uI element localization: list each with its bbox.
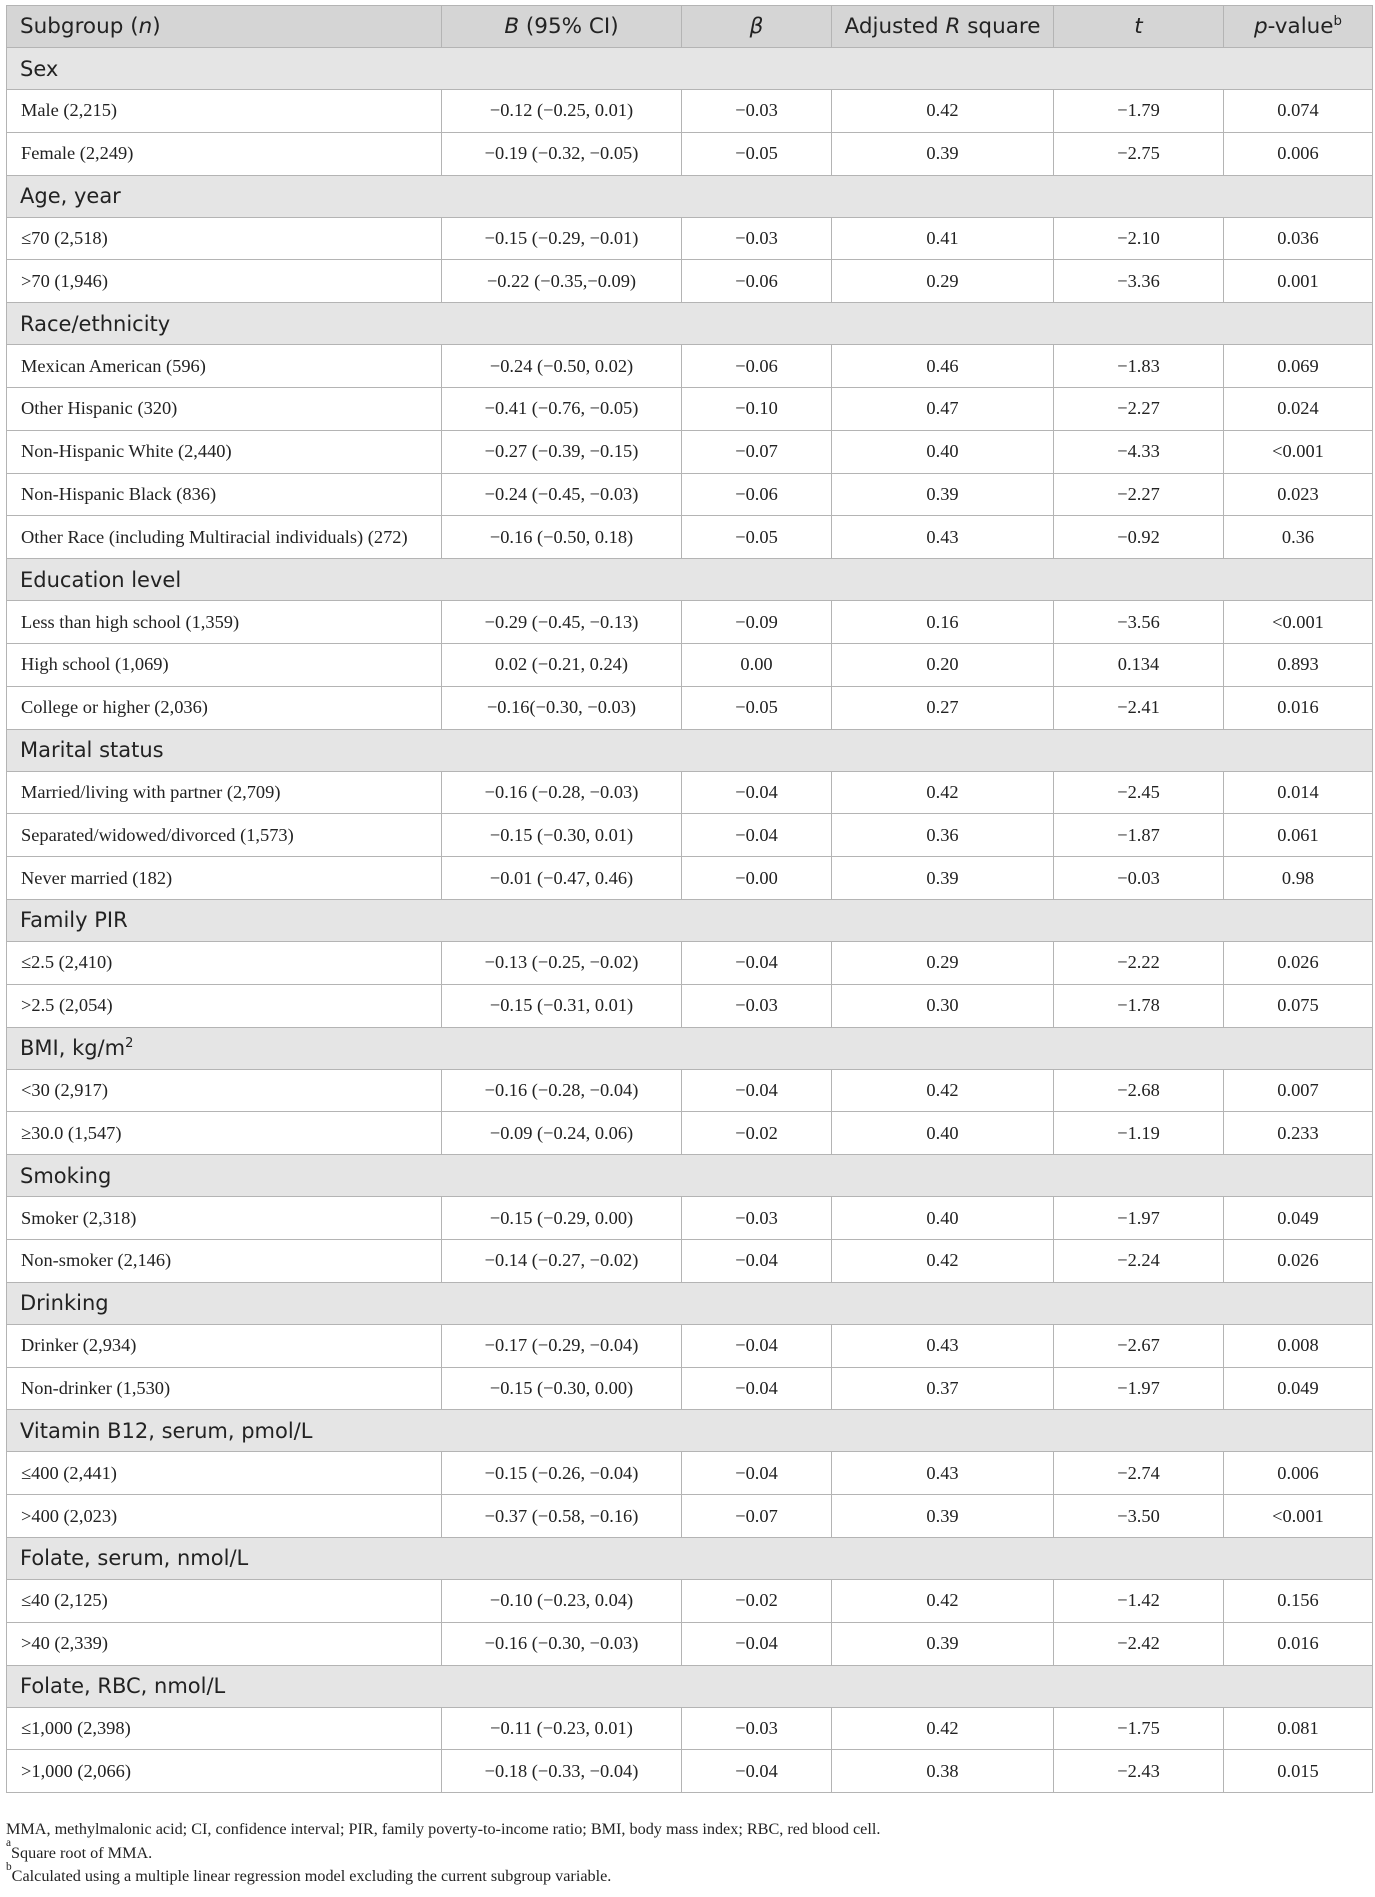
group-title-text: Marital status xyxy=(20,738,164,763)
subgroup-label: Drinker (2,934) xyxy=(7,1324,442,1367)
p-value: 0.014 xyxy=(1224,771,1373,814)
group-header-row xyxy=(7,1665,1373,1707)
beta-value: −0.07 xyxy=(682,1495,832,1538)
group-title xyxy=(7,729,1373,771)
subgroup-label: Male (2,215) xyxy=(7,90,442,133)
subgroup-label: ≤2.5 (2,410) xyxy=(7,941,442,984)
b-ci-value: −0.15 (−0.26, −0.04) xyxy=(442,1452,682,1495)
subgroup-label: Non-smoker (2,146) xyxy=(7,1239,442,1282)
subgroup-label: Non-drinker (1,530) xyxy=(7,1367,442,1410)
adj-r-square-value: 0.42 xyxy=(832,1579,1054,1622)
table-row xyxy=(7,1579,1373,1622)
beta-value: −0.02 xyxy=(682,1579,832,1622)
adj-r-square-value: 0.39 xyxy=(832,1622,1054,1665)
results-table-container xyxy=(6,5,1372,1793)
table-row xyxy=(7,260,1373,303)
p-value: 0.016 xyxy=(1224,686,1373,729)
group-title-text: Folate, serum, nmol/L xyxy=(20,1546,249,1571)
subgroup-label: Married/living with partner (2,709) xyxy=(7,771,442,814)
b-ci-value: −0.41 (−0.76, −0.05) xyxy=(442,387,682,430)
group-title xyxy=(7,48,1373,90)
table-row xyxy=(7,601,1373,644)
p-value: <0.001 xyxy=(1224,1495,1373,1538)
table-row xyxy=(7,1069,1373,1112)
group-header-row xyxy=(7,1537,1373,1579)
adj-r-square-value: 0.27 xyxy=(832,686,1054,729)
t-value: −1.19 xyxy=(1054,1112,1224,1155)
b-ci-value: −0.10 (−0.23, 0.04) xyxy=(442,1579,682,1622)
group-title xyxy=(7,1282,1373,1324)
header-t xyxy=(1054,6,1224,48)
table-body xyxy=(7,48,1373,1793)
b-ci-value: −0.24 (−0.50, 0.02) xyxy=(442,345,682,388)
b-ci-value: −0.27 (−0.39, −0.15) xyxy=(442,430,682,473)
t-value: −3.50 xyxy=(1054,1495,1224,1538)
header-subgroup-prefix: Subgroup ( xyxy=(20,14,139,39)
beta-value: −0.06 xyxy=(682,260,832,303)
t-value: −2.27 xyxy=(1054,473,1224,516)
b-ci-value: −0.16 (−0.50, 0.18) xyxy=(442,516,682,559)
group-title-text: Smoking xyxy=(20,1163,112,1188)
beta-value: −0.05 xyxy=(682,686,832,729)
subgroup-label: ≤40 (2,125) xyxy=(7,1579,442,1622)
t-value: −1.78 xyxy=(1054,984,1224,1027)
beta-value: −0.04 xyxy=(682,1367,832,1410)
adj-r-square-value: 0.29 xyxy=(832,260,1054,303)
b-ci-value: −0.14 (−0.27, −0.02) xyxy=(442,1239,682,1282)
group-title-text: Race/ethnicity xyxy=(20,311,171,336)
table-footnotes xyxy=(6,1818,1372,1889)
p-value: 0.007 xyxy=(1224,1069,1373,1112)
header-adj-prefix: Adjusted xyxy=(844,14,946,39)
table-row xyxy=(7,1367,1373,1410)
p-value: 0.008 xyxy=(1224,1324,1373,1367)
t-value: −2.27 xyxy=(1054,387,1224,430)
subgroup-regression-table xyxy=(6,5,1373,1793)
beta-value: −0.03 xyxy=(682,217,832,260)
footnote-b-text: Calculated using a multiple linear regression model excluding the current subgroup variable. xyxy=(11,1867,612,1885)
adj-r-square-value: 0.43 xyxy=(832,1452,1054,1495)
t-value: −3.36 xyxy=(1054,260,1224,303)
t-value: −0.03 xyxy=(1054,857,1224,900)
adj-r-square-value: 0.40 xyxy=(832,1112,1054,1155)
header-p-text: -value xyxy=(1267,14,1334,39)
b-ci-value: −0.16(−0.30, −0.03) xyxy=(442,686,682,729)
t-value: −2.74 xyxy=(1054,1452,1224,1495)
header-adj-suffix: square xyxy=(960,14,1041,39)
p-value: 0.016 xyxy=(1224,1622,1373,1665)
group-title xyxy=(7,1155,1373,1197)
subgroup-label: Non-Hispanic White (2,440) xyxy=(7,430,442,473)
b-ci-value: −0.15 (−0.31, 0.01) xyxy=(442,984,682,1027)
p-value: 0.049 xyxy=(1224,1197,1373,1240)
group-title xyxy=(7,175,1373,217)
b-ci-value: −0.16 (−0.30, −0.03) xyxy=(442,1622,682,1665)
table-row xyxy=(7,1324,1373,1367)
p-value: 0.024 xyxy=(1224,387,1373,430)
table-row xyxy=(7,686,1373,729)
p-value: 0.006 xyxy=(1224,1452,1373,1495)
subgroup-label: ≥30.0 (1,547) xyxy=(7,1112,442,1155)
group-header-row xyxy=(7,303,1373,345)
adj-r-square-value: 0.29 xyxy=(832,941,1054,984)
table-row xyxy=(7,1112,1373,1155)
group-title xyxy=(7,559,1373,601)
t-value: −1.42 xyxy=(1054,1579,1224,1622)
table-row xyxy=(7,814,1373,857)
adj-r-square-value: 0.40 xyxy=(832,1197,1054,1240)
t-value: −2.67 xyxy=(1054,1324,1224,1367)
table-row xyxy=(7,1707,1373,1750)
beta-value: −0.04 xyxy=(682,941,832,984)
group-title xyxy=(7,1410,1373,1452)
t-value: −2.42 xyxy=(1054,1622,1224,1665)
table-row xyxy=(7,430,1373,473)
b-ci-value: −0.19 (−0.32, −0.05) xyxy=(442,132,682,175)
b-ci-value: −0.29 (−0.45, −0.13) xyxy=(442,601,682,644)
b-ci-value: −0.24 (−0.45, −0.03) xyxy=(442,473,682,516)
group-header-row xyxy=(7,1027,1373,1069)
group-title xyxy=(7,1665,1373,1707)
footnote-abbreviations: MMA, methylmalonic acid; CI, confidence interval; PIR, family poverty-to-income ratio; BMI, body mass index; RBC, red blood cell. xyxy=(6,1820,881,1838)
t-value: −1.83 xyxy=(1054,345,1224,388)
subgroup-label: Female (2,249) xyxy=(7,132,442,175)
group-header-row xyxy=(7,1282,1373,1324)
table-row xyxy=(7,984,1373,1027)
adj-r-square-value: 0.39 xyxy=(832,857,1054,900)
table-row xyxy=(7,941,1373,984)
t-value: −4.33 xyxy=(1054,430,1224,473)
adj-r-square-value: 0.20 xyxy=(832,643,1054,686)
table-row xyxy=(7,473,1373,516)
adj-r-square-value: 0.16 xyxy=(832,601,1054,644)
header-beta-symbol: β xyxy=(749,14,764,39)
p-value: 0.006 xyxy=(1224,132,1373,175)
subgroup-label: Mexican American (596) xyxy=(7,345,442,388)
p-value: 0.001 xyxy=(1224,260,1373,303)
beta-value: −0.06 xyxy=(682,473,832,516)
adj-r-square-value: 0.30 xyxy=(832,984,1054,1027)
group-title-text: Family PIR xyxy=(20,908,128,933)
b-ci-value: −0.15 (−0.30, 0.00) xyxy=(442,1367,682,1410)
adj-r-square-value: 0.42 xyxy=(832,1707,1054,1750)
beta-value: 0.00 xyxy=(682,643,832,686)
p-value: 0.015 xyxy=(1224,1750,1373,1793)
table-row xyxy=(7,1239,1373,1282)
b-ci-value: −0.13 (−0.25, −0.02) xyxy=(442,941,682,984)
subgroup-label: <30 (2,917) xyxy=(7,1069,442,1112)
p-value: 0.36 xyxy=(1224,516,1373,559)
p-value: 0.075 xyxy=(1224,984,1373,1027)
group-header-row xyxy=(7,899,1373,941)
header-beta xyxy=(682,6,832,48)
p-value: 0.061 xyxy=(1224,814,1373,857)
t-value: −1.75 xyxy=(1054,1707,1224,1750)
adj-r-square-value: 0.38 xyxy=(832,1750,1054,1793)
group-title-text: BMI, kg/m xyxy=(20,1036,126,1061)
beta-value: −0.07 xyxy=(682,430,832,473)
header-p-letter: p xyxy=(1253,14,1268,39)
t-value: −2.41 xyxy=(1054,686,1224,729)
subgroup-label: Non-Hispanic Black (836) xyxy=(7,473,442,516)
subgroup-label: Other Hispanic (320) xyxy=(7,387,442,430)
header-b-ci-text: (95% CI) xyxy=(519,14,619,39)
table-row xyxy=(7,387,1373,430)
group-header-row xyxy=(7,48,1373,90)
table-row xyxy=(7,857,1373,900)
beta-value: −0.06 xyxy=(682,345,832,388)
header-adjusted-r-square xyxy=(832,6,1054,48)
table-header xyxy=(7,6,1373,48)
group-header-row xyxy=(7,729,1373,771)
p-value: 0.036 xyxy=(1224,217,1373,260)
p-value: <0.001 xyxy=(1224,430,1373,473)
t-value: −2.68 xyxy=(1054,1069,1224,1112)
group-title xyxy=(7,1027,1373,1069)
subgroup-label: College or higher (2,036) xyxy=(7,686,442,729)
group-header-row xyxy=(7,1155,1373,1197)
beta-value: −0.04 xyxy=(682,814,832,857)
p-value: 0.074 xyxy=(1224,90,1373,133)
b-ci-value: −0.37 (−0.58, −0.16) xyxy=(442,1495,682,1538)
p-value: 0.023 xyxy=(1224,473,1373,516)
header-row xyxy=(7,6,1373,48)
t-value: −2.43 xyxy=(1054,1750,1224,1793)
beta-value: −0.03 xyxy=(682,984,832,1027)
adj-r-square-value: 0.41 xyxy=(832,217,1054,260)
subgroup-label: Less than high school (1,359) xyxy=(7,601,442,644)
p-value: 0.049 xyxy=(1224,1367,1373,1410)
b-ci-value: −0.16 (−0.28, −0.04) xyxy=(442,1069,682,1112)
subgroup-label: Other Race (including Multiracial individuals) (272) xyxy=(7,516,442,559)
group-header-row xyxy=(7,1410,1373,1452)
p-value: 0.081 xyxy=(1224,1707,1373,1750)
beta-value: −0.04 xyxy=(682,1324,832,1367)
subgroup-label: Separated/widowed/divorced (1,573) xyxy=(7,814,442,857)
p-value: 0.026 xyxy=(1224,1239,1373,1282)
b-ci-value: −0.18 (−0.33, −0.04) xyxy=(442,1750,682,1793)
footnote-a xyxy=(6,1837,1372,1866)
header-subgroup-n: n xyxy=(138,14,153,39)
header-subgroup xyxy=(7,6,442,48)
header-subgroup-suffix: ) xyxy=(152,14,161,39)
header-t-symbol: t xyxy=(1134,14,1143,39)
beta-value: −0.05 xyxy=(682,516,832,559)
header-b-letter: B xyxy=(504,14,520,39)
group-title-text: Education level xyxy=(20,567,182,592)
beta-value: −0.00 xyxy=(682,857,832,900)
beta-value: −0.09 xyxy=(682,601,832,644)
adj-r-square-value: 0.47 xyxy=(832,387,1054,430)
adj-r-square-value: 0.43 xyxy=(832,516,1054,559)
header-b-ci xyxy=(442,6,682,48)
group-title xyxy=(7,1537,1373,1579)
group-title-text: Folate, RBC, nmol/L xyxy=(20,1674,226,1699)
beta-value: −0.03 xyxy=(682,1197,832,1240)
header-p-footnote-mark: b xyxy=(1333,13,1343,29)
beta-value: −0.05 xyxy=(682,132,832,175)
group-title xyxy=(7,303,1373,345)
p-value: 0.893 xyxy=(1224,643,1373,686)
t-value: −2.24 xyxy=(1054,1239,1224,1282)
adj-r-square-value: 0.39 xyxy=(832,132,1054,175)
beta-value: −0.04 xyxy=(682,1069,832,1112)
p-value: 0.233 xyxy=(1224,1112,1373,1155)
table-row xyxy=(7,1622,1373,1665)
beta-value: −0.04 xyxy=(682,1750,832,1793)
b-ci-value: −0.16 (−0.28, −0.03) xyxy=(442,771,682,814)
table-row xyxy=(7,132,1373,175)
table-row xyxy=(7,771,1373,814)
subgroup-label: High school (1,069) xyxy=(7,643,442,686)
group-title-text: Sex xyxy=(20,56,59,81)
beta-value: −0.04 xyxy=(682,771,832,814)
t-value: −2.10 xyxy=(1054,217,1224,260)
b-ci-value: −0.12 (−0.25, 0.01) xyxy=(442,90,682,133)
footnote-a-mark: a xyxy=(6,1837,12,1850)
table-row xyxy=(7,217,1373,260)
p-value: 0.98 xyxy=(1224,857,1373,900)
t-value: −2.75 xyxy=(1054,132,1224,175)
b-ci-value: −0.09 (−0.24, 0.06) xyxy=(442,1112,682,1155)
p-value: 0.026 xyxy=(1224,941,1373,984)
t-value: −0.92 xyxy=(1054,516,1224,559)
adj-r-square-value: 0.39 xyxy=(832,473,1054,516)
adj-r-square-value: 0.42 xyxy=(832,1069,1054,1112)
beta-value: −0.04 xyxy=(682,1452,832,1495)
b-ci-value: −0.01 (−0.47, 0.46) xyxy=(442,857,682,900)
beta-value: −0.03 xyxy=(682,1707,832,1750)
table-row xyxy=(7,1750,1373,1793)
b-ci-value: −0.17 (−0.29, −0.04) xyxy=(442,1324,682,1367)
adj-r-square-value: 0.36 xyxy=(832,814,1054,857)
t-value: −2.22 xyxy=(1054,941,1224,984)
beta-value: −0.10 xyxy=(682,387,832,430)
p-value: 0.156 xyxy=(1224,1579,1373,1622)
footnote-a-text: Square root of MMA. xyxy=(11,1843,153,1862)
t-value: −2.45 xyxy=(1054,771,1224,814)
beta-value: −0.04 xyxy=(682,1239,832,1282)
table-row xyxy=(7,345,1373,388)
group-title-superscript: 2 xyxy=(125,1036,134,1052)
t-value: 0.134 xyxy=(1054,643,1224,686)
group-header-row xyxy=(7,559,1373,601)
adj-r-square-value: 0.46 xyxy=(832,345,1054,388)
subgroup-label: >1,000 (2,066) xyxy=(7,1750,442,1793)
group-title-text: Vitamin B12, serum, pmol/L xyxy=(20,1418,313,1443)
b-ci-value: −0.11 (−0.23, 0.01) xyxy=(442,1707,682,1750)
header-adj-r: R xyxy=(945,14,961,39)
beta-value: −0.04 xyxy=(682,1622,832,1665)
b-ci-value: −0.15 (−0.29, 0.00) xyxy=(442,1197,682,1240)
table-row xyxy=(7,1452,1373,1495)
t-value: −1.87 xyxy=(1054,814,1224,857)
subgroup-label: >400 (2,023) xyxy=(7,1495,442,1538)
subgroup-label: >70 (1,946) xyxy=(7,260,442,303)
b-ci-value: −0.15 (−0.30, 0.01) xyxy=(442,814,682,857)
subgroup-label: ≤400 (2,441) xyxy=(7,1452,442,1495)
header-p-value xyxy=(1224,6,1373,48)
t-value: −1.97 xyxy=(1054,1197,1224,1240)
group-title-text: Drinking xyxy=(20,1291,109,1316)
adj-r-square-value: 0.42 xyxy=(832,90,1054,133)
adj-r-square-value: 0.42 xyxy=(832,1239,1054,1282)
adj-r-square-value: 0.42 xyxy=(832,771,1054,814)
adj-r-square-value: 0.43 xyxy=(832,1324,1054,1367)
t-value: −1.97 xyxy=(1054,1367,1224,1410)
table-row xyxy=(7,1197,1373,1240)
t-value: −1.79 xyxy=(1054,90,1224,133)
adj-r-square-value: 0.39 xyxy=(832,1495,1054,1538)
subgroup-label: >40 (2,339) xyxy=(7,1622,442,1665)
subgroup-label: ≤70 (2,518) xyxy=(7,217,442,260)
subgroup-label: Smoker (2,318) xyxy=(7,1197,442,1240)
p-value: 0.069 xyxy=(1224,345,1373,388)
table-row xyxy=(7,1495,1373,1538)
b-ci-value: −0.22 (−0.35,−0.09) xyxy=(442,260,682,303)
p-value: <0.001 xyxy=(1224,601,1373,644)
b-ci-value: 0.02 (−0.21, 0.24) xyxy=(442,643,682,686)
subgroup-label: Never married (182) xyxy=(7,857,442,900)
group-title xyxy=(7,899,1373,941)
b-ci-value: −0.15 (−0.29, −0.01) xyxy=(442,217,682,260)
footnote-b-mark: b xyxy=(6,1860,12,1873)
adj-r-square-value: 0.37 xyxy=(832,1367,1054,1410)
footnote-b xyxy=(6,1860,1372,1889)
beta-value: −0.02 xyxy=(682,1112,832,1155)
adj-r-square-value: 0.40 xyxy=(832,430,1054,473)
t-value: −3.56 xyxy=(1054,601,1224,644)
group-header-row xyxy=(7,175,1373,217)
table-row xyxy=(7,643,1373,686)
group-title-text: Age, year xyxy=(20,184,121,209)
subgroup-label: >2.5 (2,054) xyxy=(7,984,442,1027)
table-row xyxy=(7,90,1373,133)
subgroup-label: ≤1,000 (2,398) xyxy=(7,1707,442,1750)
table-row xyxy=(7,516,1373,559)
beta-value: −0.03 xyxy=(682,90,832,133)
